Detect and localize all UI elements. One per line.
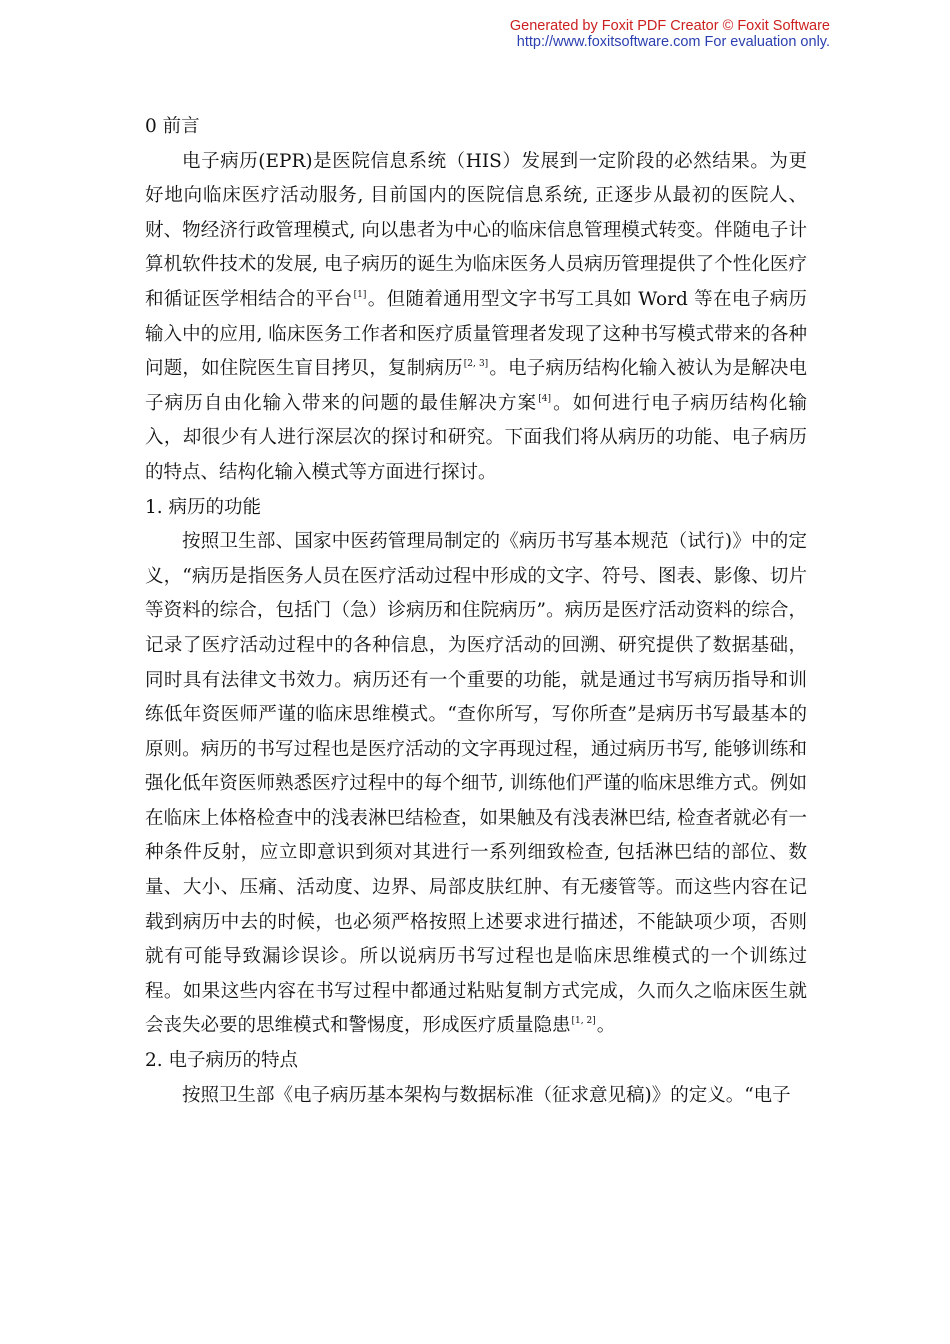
text-run: 。	[596, 1015, 616, 1037]
text-run: 。但随着通用型文字书写工具如 Word 等在电子病历输入中的应用, 临床医务工作者和医疗质量管理者发现了这种书写模式带来的各种问题，如住院医生盲目拷贝，复制病历	[145, 288, 807, 380]
text-run: 。电子病历结构化输入被认为是解决电子病历自由化输入带来的问题的最佳解决方案	[145, 358, 807, 414]
citation-ref: [1, 2]	[571, 1016, 596, 1027]
section-heading-intro: 0 前言	[145, 116, 200, 137]
paragraph-section-1	[145, 525, 807, 1044]
paragraph-intro	[145, 145, 807, 491]
watermark-line-1: Generated by Foxit PDF Creator © Foxit Software	[509, 18, 830, 34]
foxit-watermark	[510, 18, 830, 50]
citation-ref: [4]	[538, 393, 552, 404]
paragraph-section-2	[145, 1079, 807, 1114]
text-run: 电子病历(EPR)是医院信息系统（HIS）发展到一定阶段的必然结果。为更好地向临床医疗活动服务, 目前国内的医院信息系统, 正逐步从最初的医院人、财、物经济行政管理模式, 向以患者为中心的临床信息管理模式转变。伴随电子计算机软件技术的发展, 电子病历的诞生为临床医务人员病历管理提供了个性化医疗和循证医学相结合的平台	[145, 150, 807, 310]
section-heading-1: 1. 病历的功能	[145, 496, 262, 518]
document-body	[145, 110, 807, 1113]
text-run: 按照卫生部《电子病历基本架构与数据标准（征求意见稿)》的定义。“电子	[182, 1084, 791, 1106]
text-run: 。如何进行电子病历结构化输入，却很少有人进行深层次的探讨和研究。下面我们将从病历的功能、电子病历的特点、结构化输入模式等方面进行探讨。	[145, 392, 807, 483]
citation-ref: [2, 3]	[463, 359, 489, 370]
text-run: 按照卫生部、国家中医药管理局制定的《病历书写基本规范（试行)》中的定义，“病历是指医务人员在医疗活动过程中形成的文字、符号、图表、影像、切片等资料的综合，包括门（急）诊病历和住院病历”。病历是医疗活动资料的综合，记录了医疗活动过程中的各种信息，为医疗活动的回溯、研究提供了数据基础，同时具有法律文书效力。病历还有一个重要的功能，就是通过书写病历指导和训练低年资医师严谨的临床思维模式。“查你所写，写你所查”是病历书写最基本的原则。病历的书写过程也是医疗活动的文字再现过程，通过病历书写, 能够训练和强化低年资医师熟悉医疗过程中的每个细节, 训练他们严谨的临床思维方式。例如在临床上体格检查中的浅表淋巴结检查，如果触及有浅表淋巴结, 检查者就必有一种条件反射，应立即意识到须对其进行一系列细致检查, 包括淋巴结的部位、数量、大小、压痛、活动度、边界、局部皮肤红肿、有无瘘管等。而这些内容在记载到病历中去的时候，也必须严格按照上述要求进行描述，不能缺项少项，否则就有可能导致漏诊误诊。所以说病历书写过程也是临床思维模式的一个训练过程。如果这些内容在书写过程中都通过粘贴复制方式完成，久而久之临床医生就会丧失必要的思维模式和警惕度，形成医疗质量隐患	[145, 531, 807, 1037]
watermark-line-2: http://www.foxitsoftware.com For evaluation only.	[516, 34, 830, 50]
section-heading-2: 2. 电子病历的特点	[145, 1050, 299, 1072]
citation-ref: [1]	[353, 289, 367, 300]
